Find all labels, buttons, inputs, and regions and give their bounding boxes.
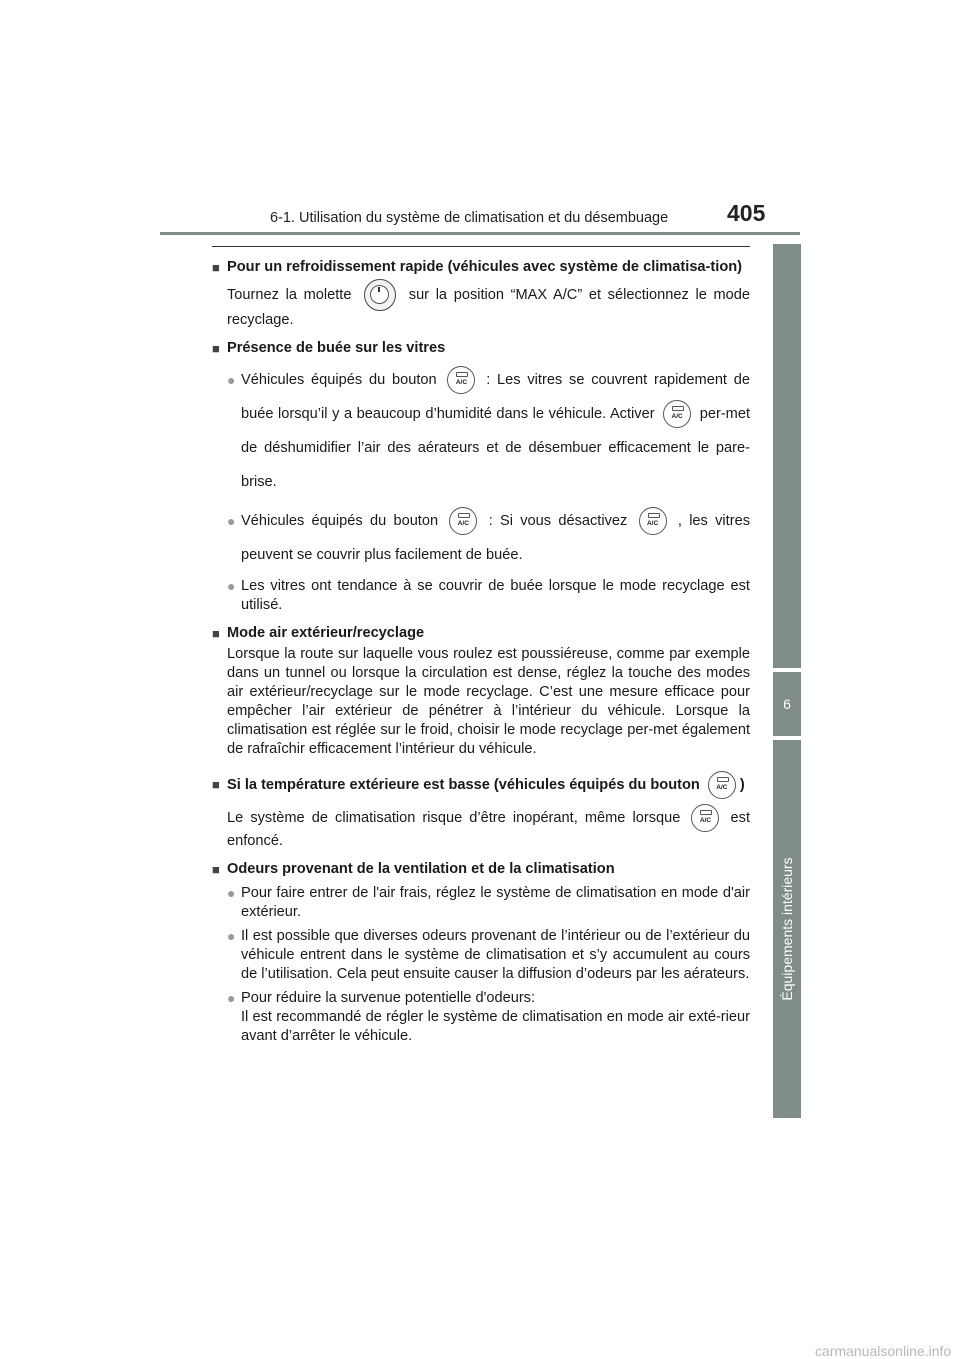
- section-air-mode: [212, 624, 750, 759]
- ac-button-icon: A/C: [708, 771, 736, 799]
- round-bullet-icon: ●: [227, 990, 236, 1006]
- ac-button-icon: A/C: [663, 400, 691, 428]
- section-heading: Mode air extérieur/recyclage: [227, 625, 425, 641]
- main-content: [212, 258, 750, 1055]
- list-item: ● Pour réduire la survenue potentielle d'odeurs: Il est recommandé de régler le système de climatisation en mode air exté-rieur avant d’arrêter le véhicule.: [227, 990, 750, 1044]
- chapter-label: Équipements intérieurs: [779, 857, 795, 1001]
- section-low-temp: ■ Si la température extérieure est basse (véhicules équipés du bouton A/C ) Le système de climatisation risque d’être inopérant, même lorsque A/C est enfoncé.: [212, 768, 750, 851]
- ac-button-icon: A/C: [639, 507, 667, 535]
- round-bullet-icon: ●: [227, 885, 236, 901]
- square-bullet-icon: ■: [212, 260, 220, 275]
- list-item: ● Pour faire entrer de l'air frais, réglez le système de climatisation en mode d'air extérieur.: [227, 885, 750, 920]
- round-bullet-icon: ●: [227, 578, 236, 594]
- round-bullet-icon: ●: [227, 928, 236, 944]
- section-body: Tournez la molette sur la position “MAX A/C” et sélectionnez le mode recyclage.: [227, 279, 750, 330]
- list-item: ● Il est possible que diverses odeurs provenant de l’intérieur ou de l’extérieur du véhicule entrent dans le système de climatisation et s’y accumulent au cours de l’utilisation. Cela peut ensuite causer la diffusion d’odeurs par les aérateurs.: [227, 928, 750, 982]
- section-odors: [212, 860, 750, 1046]
- section-heading: Pour un refroidissement rapide (véhicules avec système de climatisa-tion): [227, 259, 743, 275]
- round-bullet-icon: ●: [227, 513, 236, 529]
- square-bullet-icon: ■: [212, 626, 220, 641]
- side-tab-top: [773, 244, 801, 668]
- square-bullet-icon: ■: [212, 341, 220, 356]
- section-heading: Présence de buée sur les vitres: [227, 340, 446, 356]
- section-rapid-cooling: [212, 258, 750, 330]
- chapter-number: 6: [783, 696, 791, 712]
- section-body: Le système de climatisation risque d’être inopérant, même lorsque A/C est enfoncé.: [227, 804, 750, 851]
- page-number: 405: [727, 200, 766, 226]
- header-section-title: 6-1. Utilisation du système de climatisation et du désembuage: [270, 210, 669, 226]
- section-body: Lorsque la route sur laquelle vous roulez est poussiéreuse, comme par exemple dans un tunnel ou lorsque la circulation est dense, réglez la touche des modes air extérieur/recyclage sur le mode recyclage. C’est une mesure efficace pour empêcher l’air extérieur de pénétrer à l’intérieur du véhicule. Lorsque la climatisation est réglée sur le froid, choisir le mode recyclage per-met également de rafraîchir efficacement l’intérieur du véhicule.: [227, 646, 750, 757]
- section-fog: [212, 339, 750, 615]
- square-bullet-icon: ■: [212, 862, 220, 877]
- climate-control-knob-icon: [364, 279, 396, 311]
- chapter-number-tab: [773, 672, 801, 736]
- section-heading: Si la température extérieure est basse (véhicules équipés du bouton: [227, 777, 700, 793]
- watermark: carmanualsonline.info: [815, 1343, 952, 1359]
- list-item: ● Véhicules équipés du bouton A/C : Si vous désactivez A/C , les vitres peuvent se couvrir plus facilement de buée.: [227, 504, 750, 572]
- header-rule: [160, 232, 800, 235]
- list-item: ● Les vitres ont tendance à se couvrir de buée lorsque le mode recyclage est utilisé.: [227, 578, 750, 613]
- ac-button-icon: A/C: [691, 804, 719, 832]
- content-rule: [212, 246, 750, 247]
- square-bullet-icon: ■: [212, 777, 220, 792]
- round-bullet-icon: ●: [227, 372, 236, 388]
- list-item: ● Véhicules équipés du bouton A/C : Les vitres se couvrent rapidement de buée lorsqu’il y a beaucoup d’humidité dans le véhicule. Activer A/C per-met de déshumidifier l’air des aérateurs et de désembuer efficacement le pare-brise.: [227, 363, 750, 499]
- ac-button-icon: A/C: [447, 366, 475, 394]
- section-heading: Odeurs provenant de la ventilation et de la climatisation: [227, 861, 615, 877]
- ac-button-icon: A/C: [449, 507, 477, 535]
